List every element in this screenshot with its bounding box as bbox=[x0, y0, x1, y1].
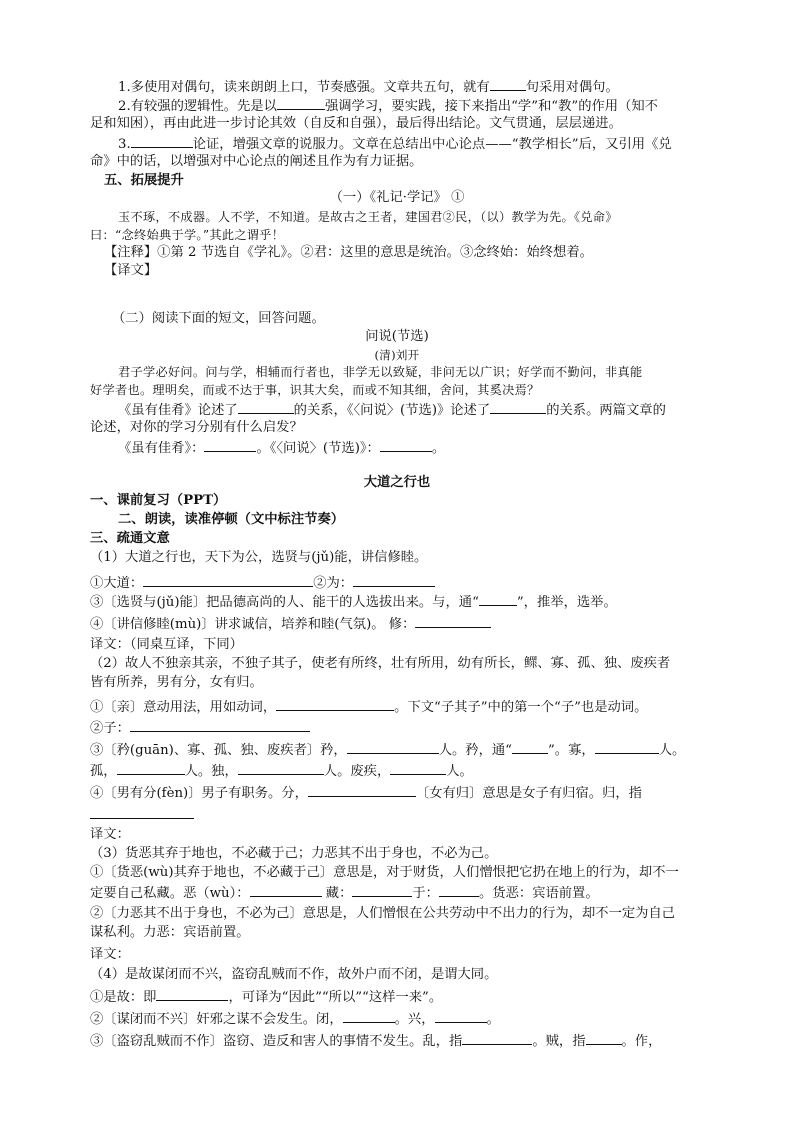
blank[interactable] bbox=[435, 1009, 487, 1023]
note-1: 1.多使用对偶句，读来朗朗上口，节奏感强。文章共五句，就有 句采用对偶句。 bbox=[118, 77, 619, 97]
sentence: （4）是故谋闭而不兴，盗窃乱贼而不作，故外户而不闭，是谓大同。 bbox=[90, 967, 498, 982]
sentence: 皆有所养，男有分，女有归。 bbox=[90, 675, 263, 690]
blank[interactable] bbox=[250, 883, 322, 897]
blank[interactable] bbox=[586, 1031, 622, 1045]
note-2-cont: 足和知困），再由此进一步讨论其效（自反和自强），最后得出结论。文气贯通，层层递进。 bbox=[90, 116, 622, 131]
item: 孤， 人。独， 人。废疾， 人。 bbox=[90, 761, 473, 781]
sentence: （2）故人不独亲其亲，不独子其子，使老有所终，壮有所用，幼有所长，鳏、寡、孤、独、废疾者 bbox=[90, 656, 671, 671]
blank[interactable] bbox=[131, 134, 193, 148]
section-heading: 一、课前复习（PPT） bbox=[90, 493, 227, 508]
sentence: （3）货恶其弃于地也，不必藏于己；力恶其不出于身也，不必为己。 bbox=[90, 846, 498, 861]
blank[interactable] bbox=[490, 77, 526, 91]
lesson-title: 大道之行也 bbox=[363, 475, 431, 490]
blank[interactable] bbox=[462, 1031, 532, 1045]
passage-author: (清)刘开 bbox=[374, 348, 420, 362]
blank[interactable] bbox=[143, 573, 313, 587]
passage-title: （一）《礼记·学记》 ① bbox=[329, 190, 465, 205]
passage-title: 问说(节选) bbox=[365, 329, 429, 344]
translation-label: 【译文】 bbox=[104, 263, 158, 278]
item-cont: 定要自己私藏。恶（wù）： 藏： 于： 。货恶：宾语前置。 bbox=[90, 883, 599, 903]
item: ④〔讲信修睦(mù)〕讲求诚信，培养和睦(气氛)。 修： bbox=[90, 614, 491, 634]
blank[interactable] bbox=[238, 400, 294, 414]
translation-label: 译文： bbox=[90, 947, 130, 962]
item-cont: 谋私利。力恶：宾语前置。 bbox=[90, 925, 250, 940]
section-heading: 五、拓展提升 bbox=[104, 173, 184, 188]
blank[interactable] bbox=[343, 1009, 395, 1023]
section-heading: 二、朗读，读准停顿（文中标注节奏） bbox=[118, 512, 345, 527]
sentence: （1）大道之行也，天下为公，选贤与(jǔ)能，讲信修睦。 bbox=[90, 550, 428, 565]
note-3: 3. 论证，增强文章的说服力。文章在总结出中心论点——“教学相长”后，又引用《兑 bbox=[118, 134, 672, 154]
blank[interactable] bbox=[204, 438, 256, 452]
passage-text: 好学者也。理明矣，而或不达于事，识其大矣，而或不知其细，舍问，其奚决焉？ bbox=[90, 383, 540, 397]
item: ①〔货恶(wù)其弃于地也，不必藏于己〕意思是，对于财货，人们憎恨把它扔在地上的行为，却不一 bbox=[90, 865, 679, 880]
passage-text: 君子学必好问。问与学，相辅而行者也，非学无以致疑，非问无以广识；好学而不勤问，非真能 bbox=[118, 365, 643, 379]
question-prompt: （二）阅读下面的短文，回答问题。 bbox=[112, 311, 325, 326]
blank[interactable] bbox=[380, 438, 432, 452]
item: ③〔矜(guān)、寡、孤、独、废疾者〕矜， 人。矜，通“ ”。寡， 人。 bbox=[90, 740, 685, 760]
blank[interactable] bbox=[512, 740, 548, 754]
answer-line: 《虽有佳肴》： 。《〈问说〉(节选)》： 。 bbox=[118, 438, 445, 458]
item: ①大道： ②为： bbox=[90, 573, 435, 593]
question: 《虽有佳肴》论述了 的关系，《〈问说〉(节选)》论述了 的关系。两篇文章的 bbox=[118, 400, 666, 420]
item: ②〔力恶其不出于身也，不必为己〕意思是，人们憎恨在公共劳动中不出力的行为，却不一定为自己 bbox=[90, 906, 676, 921]
item: ②〔谋闭而不兴〕奸邪之谋不会发生。闭， 。兴， 。 bbox=[90, 1009, 500, 1029]
item: ①是故：即 ，可译为“因此”“所以”“这样一来”。 bbox=[90, 987, 442, 1007]
translation-label: 译文： bbox=[90, 827, 130, 842]
blank[interactable] bbox=[353, 573, 435, 587]
blank[interactable] bbox=[352, 883, 412, 897]
translation-label: 译文：（同桌互译，下同） bbox=[90, 637, 243, 652]
item: ③〔选贤与(jǔ)能〕把品德高尚的人、能干的人选拔出来。与，通“ ”，推举，选举。 bbox=[90, 592, 617, 612]
blank[interactable] bbox=[347, 740, 439, 754]
annotation: 【注释】①第 2 节选自《学礼》。②君：这里的意思是统治。③念终始：始终想着。 bbox=[104, 245, 593, 260]
item: ④〔男有分(fèn)〕男子有职务。分， 〔女有归〕意思是女子有归宿。归，指 bbox=[90, 783, 642, 803]
blank[interactable] bbox=[415, 614, 491, 628]
item: ②子： bbox=[90, 718, 310, 738]
question-cont: 论述，对你的学习分别有什么启发？ bbox=[90, 420, 303, 435]
section-heading: 三、疏通文意 bbox=[90, 531, 170, 546]
note-3-cont: 命》中的话，以增强对中心论点的阐述且作为有力证据。 bbox=[90, 154, 423, 169]
blank[interactable] bbox=[308, 783, 416, 797]
blank[interactable] bbox=[479, 592, 517, 606]
blank[interactable] bbox=[277, 96, 325, 110]
blank[interactable] bbox=[490, 400, 546, 414]
blank[interactable] bbox=[276, 697, 394, 711]
blank[interactable] bbox=[238, 761, 324, 775]
note-2: 2.有较强的逻辑性。先是以 强调学习，要实践，接下来指出“学”和“教”的作用（知不 bbox=[118, 96, 658, 116]
item-cont bbox=[90, 805, 194, 825]
blank[interactable] bbox=[390, 761, 446, 775]
blank[interactable] bbox=[130, 718, 310, 732]
item: ①〔亲〕意动用法，用如动词， 。下文“子其子”中的第一个“子”也是动词。 bbox=[90, 697, 647, 717]
blank[interactable] bbox=[90, 805, 194, 819]
blank[interactable] bbox=[117, 761, 185, 775]
blank[interactable] bbox=[595, 740, 659, 754]
blank[interactable] bbox=[156, 987, 228, 1001]
passage-text: 玉不琢，不成器。人不学，不知道。是故古之王者，建国君②民，（以）教学为先。《兑命》 bbox=[118, 210, 618, 224]
blank[interactable] bbox=[439, 883, 479, 897]
item: ③〔盗窃乱贼而不作〕盗窃、造反和害人的事情不发生。乱，指 。贼，指 。作， bbox=[90, 1031, 661, 1051]
passage-text: 曰：“念终始典于学。”其此之谓乎！ bbox=[90, 228, 285, 242]
